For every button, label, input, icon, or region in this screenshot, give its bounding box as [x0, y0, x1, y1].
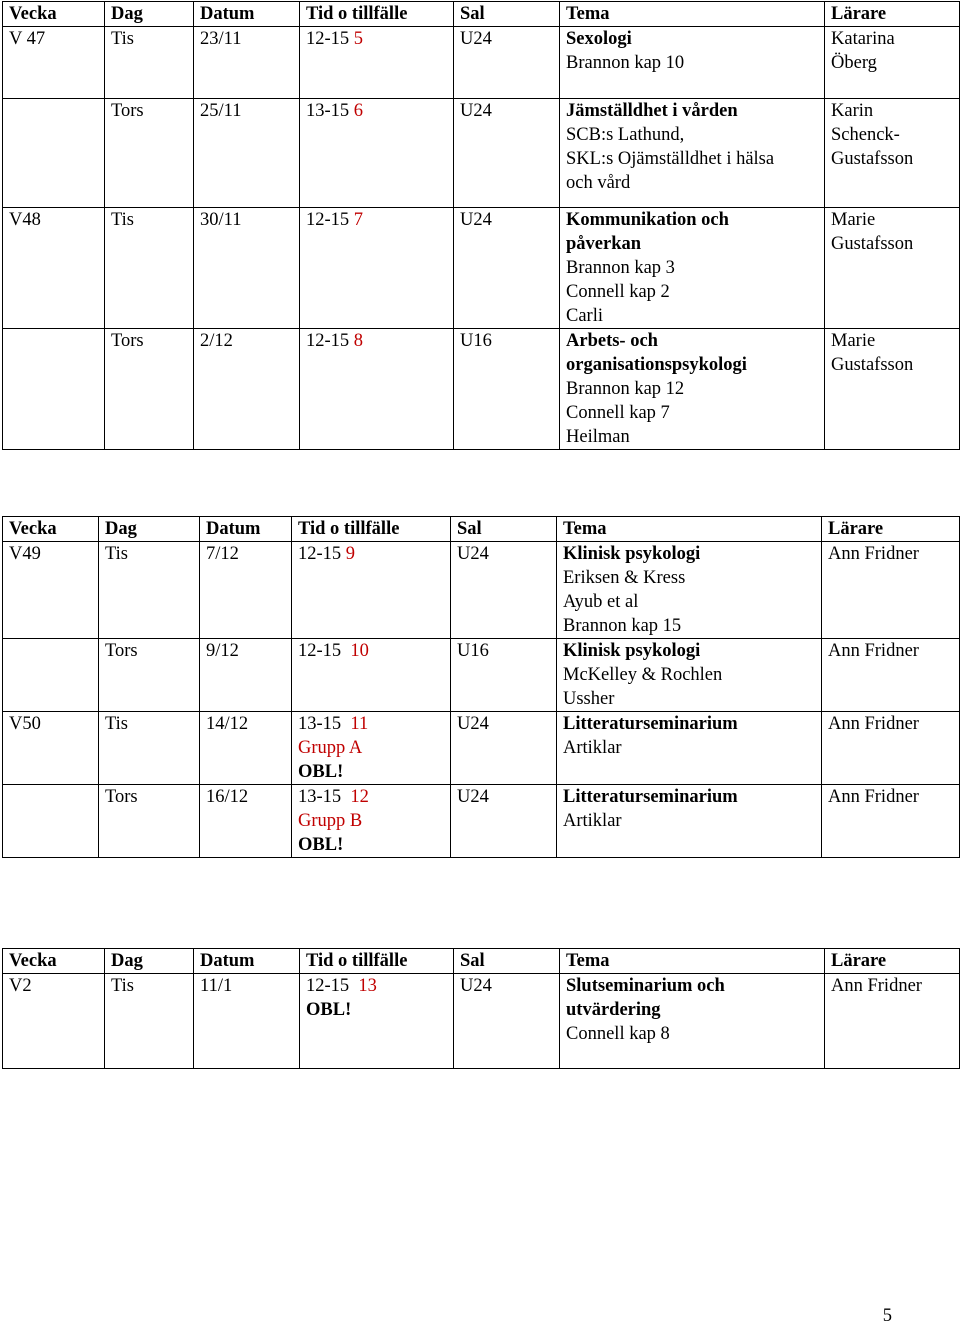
tema-line: Brannon kap 3	[566, 258, 675, 278]
larare-line: Schenck-	[831, 125, 900, 145]
header-tid: Tid o tillfälle	[300, 949, 454, 974]
header-dag: Dag	[99, 517, 200, 542]
tema-title: Jämställdhet i vården	[566, 101, 738, 121]
larare-cell	[825, 27, 960, 99]
group-label: Grupp A	[298, 738, 363, 758]
session-number: 5	[353, 29, 364, 49]
tid-time: 12-15	[306, 29, 350, 49]
tid-cell	[292, 785, 451, 858]
tid-cell	[292, 712, 451, 785]
dag-cell: Tis	[99, 712, 200, 785]
larare-line: Marie	[831, 331, 876, 351]
tema-line: Brannon kap 10	[566, 53, 685, 73]
session-number: 7	[353, 210, 364, 230]
tema-cell	[557, 712, 822, 785]
larare-cell	[825, 99, 960, 208]
table-row	[3, 27, 960, 99]
larare-line: Karin	[831, 101, 874, 121]
larare-line: Marie	[831, 210, 876, 230]
vecka-cell: V50	[3, 712, 99, 785]
sal-cell: U24	[454, 99, 560, 208]
tema-line: McKelley & Rochlen	[563, 665, 723, 685]
sal-cell: U16	[454, 329, 560, 450]
tema-title: Kommunikation och påverkan	[566, 210, 729, 254]
tema-cell	[560, 974, 825, 1069]
tid-cell	[300, 208, 454, 329]
larare-line: Gustafsson	[831, 234, 914, 254]
tid-line	[298, 785, 444, 809]
datum-cell: 30/11	[194, 208, 300, 329]
session-number: 12	[350, 787, 369, 807]
dag-cell: Tis	[105, 27, 194, 99]
tid-time: 12-15	[306, 976, 350, 996]
header-sal: Sal	[451, 517, 557, 542]
tema-cell	[557, 639, 822, 712]
tid-time: 12-15	[306, 331, 350, 351]
tema-cell	[560, 27, 825, 99]
obl-label: OBL!	[298, 762, 344, 782]
table-row	[3, 785, 960, 858]
tid-cell	[300, 974, 454, 1069]
datum-cell: 14/12	[200, 712, 292, 785]
header-tema: Tema	[560, 2, 825, 27]
header-row	[3, 949, 960, 974]
datum-cell: 2/12	[194, 329, 300, 450]
table-row	[3, 542, 960, 639]
tema-line: och vård	[566, 173, 631, 193]
table-row	[3, 99, 960, 208]
tema-line: Ayub et al	[563, 592, 639, 612]
vecka-cell: V49	[3, 542, 99, 639]
table-row	[3, 208, 960, 329]
vecka-cell	[3, 639, 99, 712]
dag-cell: Tis	[99, 542, 200, 639]
tema-line: SCB:s Lathund,	[566, 125, 685, 145]
header-row	[3, 517, 960, 542]
vecka-cell	[3, 99, 105, 208]
dag-cell: Tors	[105, 99, 194, 208]
session-number: 6	[353, 101, 364, 121]
group-label: Grupp B	[298, 811, 363, 831]
dag-cell: Tors	[105, 329, 194, 450]
sal-cell: U24	[454, 27, 560, 99]
header-datum: Datum	[194, 949, 300, 974]
datum-cell: 23/11	[194, 27, 300, 99]
tema-title: Sexologi	[566, 29, 632, 49]
vecka-cell: V48	[3, 208, 105, 329]
tema-line: Eriksen & Kress	[563, 568, 686, 588]
session-number: 13	[358, 976, 377, 996]
larare-line: Öberg	[831, 53, 877, 73]
sal-cell: U24	[451, 542, 557, 639]
larare-line: Katarina	[831, 29, 895, 49]
header-tema: Tema	[560, 949, 825, 974]
dag-cell: Tors	[99, 785, 200, 858]
larare-cell: Ann Fridner	[822, 712, 960, 785]
header-vecka: Vecka	[3, 517, 99, 542]
vecka-cell: V2	[3, 974, 105, 1069]
dag-cell: Tis	[105, 974, 194, 1069]
tema-cell	[557, 542, 822, 639]
vecka-cell	[3, 329, 105, 450]
datum-cell: 11/1	[194, 974, 300, 1069]
header-dag: Dag	[105, 2, 194, 27]
schedule-table-3	[2, 948, 960, 1069]
header-vecka: Vecka	[3, 2, 105, 27]
header-larare: Lärare	[825, 2, 960, 27]
tid-line	[298, 712, 444, 736]
tema-line: Artiklar	[563, 738, 622, 758]
tema-cell	[560, 329, 825, 450]
tid-time: 13-15	[306, 101, 350, 121]
tema-line: Heilman	[566, 427, 630, 447]
header-dag: Dag	[105, 949, 194, 974]
tema-line: Carli	[566, 306, 603, 326]
tema-title: Litteraturseminarium	[563, 714, 738, 734]
header-datum: Datum	[194, 2, 300, 27]
tema-line: Brannon kap 12	[566, 379, 685, 399]
tid-cell	[292, 639, 451, 712]
schedule-table-1	[2, 1, 960, 450]
tema-line: Ussher	[563, 689, 615, 709]
larare-cell: Ann Fridner	[822, 542, 960, 639]
table-row	[3, 639, 960, 712]
table-row	[3, 329, 960, 450]
header-datum: Datum	[200, 517, 292, 542]
larare-cell	[825, 208, 960, 329]
session-number: 11	[350, 714, 369, 734]
tid-line	[306, 974, 447, 998]
dag-cell: Tors	[99, 639, 200, 712]
session-number: 8	[353, 331, 364, 351]
larare-line: Gustafsson	[831, 149, 914, 169]
tema-title: Litteraturseminarium	[563, 787, 738, 807]
sal-cell: U24	[454, 974, 560, 1069]
tema-line: Connell kap 7	[566, 403, 670, 423]
obl-label: OBL!	[298, 835, 344, 855]
vecka-cell	[3, 785, 99, 858]
tema-cell	[560, 208, 825, 329]
header-larare: Lärare	[825, 949, 960, 974]
larare-cell: Ann Fridner	[822, 639, 960, 712]
header-tid: Tid o tillfälle	[300, 2, 454, 27]
larare-cell: Ann Fridner	[825, 974, 960, 1069]
sal-cell: U16	[451, 639, 557, 712]
tema-line: SKL:s Ojämställdhet i hälsa	[566, 149, 775, 169]
session-number: 9	[345, 544, 356, 564]
session-number: 10	[350, 641, 369, 661]
datum-cell: 7/12	[200, 542, 292, 639]
tid-time: 13-15	[298, 714, 342, 734]
sal-cell: U24	[454, 208, 560, 329]
larare-cell: Ann Fridner	[822, 785, 960, 858]
header-sal: Sal	[454, 949, 560, 974]
tema-cell	[560, 99, 825, 208]
obl-label: OBL!	[306, 1000, 352, 1020]
table-row	[3, 712, 960, 785]
tema-line: Connell kap 2	[566, 282, 670, 302]
tid-time: 13-15	[298, 787, 342, 807]
tid-time: 12-15	[298, 641, 342, 661]
tid-cell	[292, 542, 451, 639]
tid-cell	[300, 99, 454, 208]
tema-title: Arbets- och organisationspsykologi	[566, 331, 747, 375]
tema-title: Klinisk psykologi	[563, 544, 701, 564]
tema-line: Brannon kap 15	[563, 616, 682, 636]
table-row	[3, 974, 960, 1069]
datum-cell: 25/11	[194, 99, 300, 208]
larare-cell	[825, 329, 960, 450]
header-tema: Tema	[557, 517, 822, 542]
datum-cell: 16/12	[200, 785, 292, 858]
header-tid: Tid o tillfälle	[292, 517, 451, 542]
header-row	[3, 2, 960, 27]
tema-line: Artiklar	[563, 811, 622, 831]
tema-title: Klinisk psykologi	[563, 641, 701, 661]
tid-cell	[300, 329, 454, 450]
datum-cell: 9/12	[200, 639, 292, 712]
larare-line: Gustafsson	[831, 355, 914, 375]
sal-cell: U24	[451, 785, 557, 858]
dag-cell: Tis	[105, 208, 194, 329]
tid-time: 12-15	[298, 544, 342, 564]
tema-line: Connell kap 8	[566, 1024, 670, 1044]
header-sal: Sal	[454, 2, 560, 27]
schedule-table-2	[2, 516, 960, 858]
tid-cell	[300, 27, 454, 99]
tema-cell	[557, 785, 822, 858]
header-larare: Lärare	[822, 517, 960, 542]
tid-time: 12-15	[306, 210, 350, 230]
tema-title: Slutseminarium och utvärdering	[566, 976, 725, 1020]
page-number: 5	[882, 1306, 892, 1326]
header-vecka: Vecka	[3, 949, 105, 974]
sal-cell: U24	[451, 712, 557, 785]
vecka-cell: V 47	[3, 27, 105, 99]
